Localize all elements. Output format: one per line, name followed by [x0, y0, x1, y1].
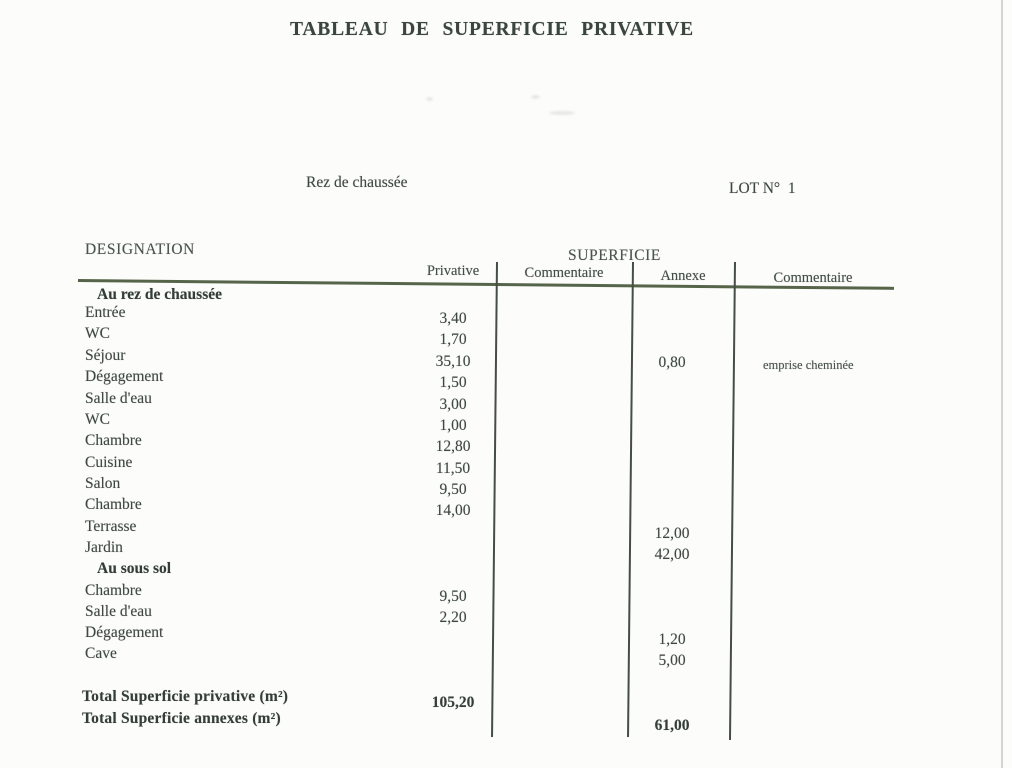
row-privative-value: 35,10 — [435, 353, 471, 370]
table-row — [0, 390, 1012, 412]
row-comment: emprise cheminée — [763, 358, 854, 372]
designation-column-header: DESIGNATION — [85, 241, 195, 258]
row-privative-value: 1,50 — [439, 374, 467, 391]
row-privative-value: 2,20 — [439, 609, 467, 626]
total-annexes-value: 61,00 — [654, 717, 690, 734]
table-row — [0, 582, 1012, 604]
page-title: TABLEAU DE SUPERFICIE PRIVATIVE — [290, 19, 694, 40]
row-label: Dégagement — [85, 624, 164, 641]
row-label: Dégagement — [85, 368, 164, 385]
total-annexes-label: Total Superficie annexes (m²) — [82, 710, 281, 727]
row-label: Séjour — [85, 347, 126, 364]
row-label: Chambre — [85, 432, 142, 449]
scan-smudge — [549, 111, 575, 115]
table-row — [0, 624, 1012, 646]
row-annexe-value: 1,20 — [658, 631, 686, 648]
superficie-column-header: SUPERFICIE — [568, 247, 661, 264]
row-privative-value: 1,70 — [439, 331, 467, 348]
row-label: Chambre — [85, 496, 142, 513]
row-label: Chambre — [85, 582, 142, 599]
row-label: WC — [85, 411, 110, 428]
row-privative-value: 9,50 — [439, 588, 467, 605]
row-label: WC — [85, 325, 110, 342]
row-label: Salon — [85, 475, 121, 492]
total-privative-row — [0, 688, 1012, 710]
floor-label: Rez de chaussée — [306, 174, 408, 191]
row-annexe-value: 12,00 — [654, 525, 690, 542]
table-row — [0, 325, 1012, 347]
section-label: Au sous sol — [97, 560, 172, 577]
total-privative-label: Total Superficie privative (m²) — [82, 688, 289, 705]
table-row — [0, 432, 1012, 454]
row-privative-value: 3,40 — [439, 310, 467, 327]
row-annexe-value: 42,00 — [654, 546, 690, 563]
row-annexe-value: 0,80 — [658, 354, 686, 371]
lot-number-label: LOT N° 1 — [729, 180, 796, 197]
row-privative-value: 11,50 — [435, 460, 471, 477]
column-header-privative: Privative — [426, 263, 480, 279]
column-header-commentaire-2: Commentaire — [773, 270, 853, 286]
section-label: Au rez de chaussée — [97, 286, 222, 303]
scan-smudge — [426, 97, 433, 101]
table-row — [0, 454, 1012, 476]
table-row — [0, 304, 1012, 326]
row-label: Salle d'eau — [85, 603, 152, 620]
row-annexe-value: 5,00 — [658, 652, 686, 669]
column-header-annexe: Annexe — [660, 268, 706, 284]
table-row — [0, 411, 1012, 433]
row-privative-value: 1,00 — [439, 417, 467, 434]
row-label: Jardin — [85, 539, 123, 556]
column-header-commentaire-1: Commentaire — [524, 265, 604, 281]
total-privative-value: 105,20 — [431, 694, 475, 711]
row-label: Entrée — [85, 304, 126, 321]
row-privative-value: 3,00 — [439, 396, 467, 413]
table-row — [0, 496, 1012, 518]
table-section-row — [0, 560, 1012, 582]
row-label: Cuisine — [85, 454, 133, 471]
table-row — [0, 368, 1012, 390]
table-row — [0, 475, 1012, 497]
total-annexes-row — [0, 710, 1012, 732]
row-label: Salle d'eau — [85, 390, 152, 407]
row-privative-value: 14,00 — [435, 502, 471, 519]
table-row — [0, 347, 1012, 372]
row-label: Cave — [85, 645, 117, 662]
table-row — [0, 603, 1012, 625]
scan-smudge — [531, 95, 540, 99]
row-privative-value: 12,80 — [435, 438, 471, 455]
table-row — [0, 539, 1012, 561]
row-privative-value: 9,50 — [439, 481, 467, 498]
row-label: Terrasse — [85, 518, 137, 535]
table-row — [0, 518, 1012, 540]
table-row — [0, 645, 1012, 667]
